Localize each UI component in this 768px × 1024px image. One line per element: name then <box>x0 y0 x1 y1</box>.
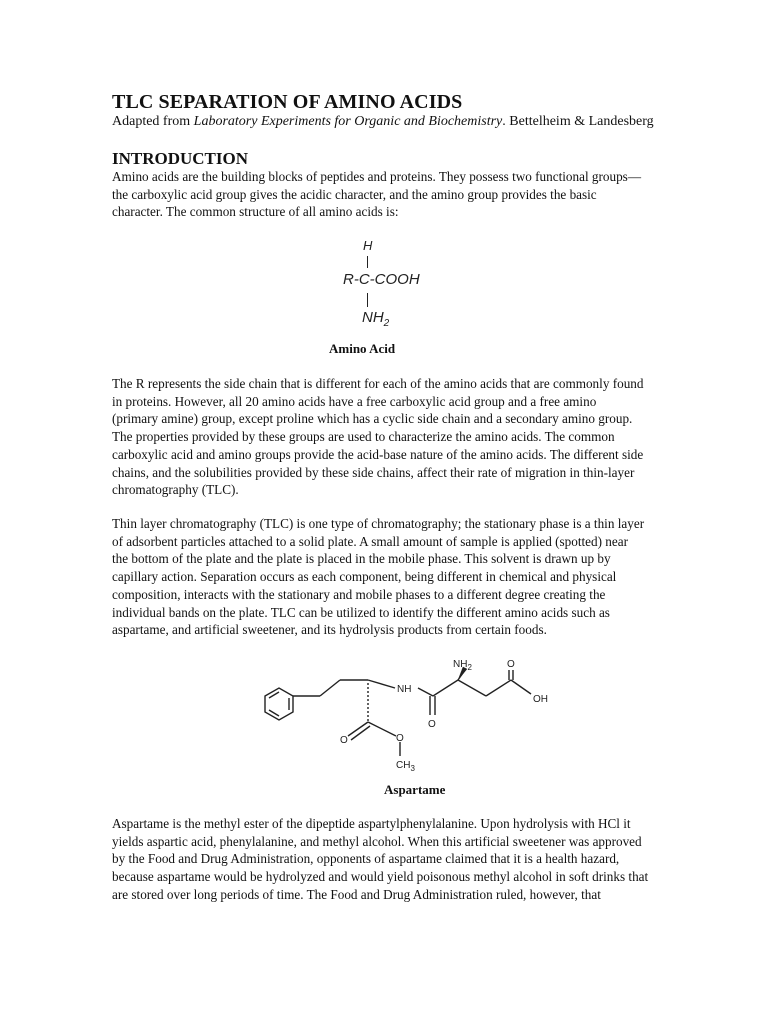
paragraph-line: Thin layer chromatography (TLC) is one type of chromatography; the stationary phase is a thin layer <box>112 516 645 531</box>
paragraph-line: carboxylic acid and amino groups provide the acid-base nature of the amino acids. The different side <box>112 446 644 462</box>
label-subscript: 3 <box>410 764 415 773</box>
formula-bond-top <box>367 256 368 268</box>
tlc-paragraph <box>112 515 644 639</box>
paragraph-line: aspartame, and artificial sweetener, and its hydrolysis products from certain foods. <box>112 622 547 638</box>
paragraph-line: composition, interacts with the stationary and mobile phases to a different degree creating the <box>112 586 606 602</box>
paragraph-line: are stored over long periods of time. The Food and Drug Administration ruled, however, that <box>112 886 601 902</box>
aspartame-caption: Aspartame <box>384 782 446 797</box>
paragraph-line: character. The common structure of all amino acids is: <box>112 204 399 220</box>
ch3-label: $CH_3$ <box>396 760 415 773</box>
formula-hydrogen: H <box>363 238 373 253</box>
oh-label: OH <box>533 694 548 705</box>
bond <box>320 680 340 696</box>
intro-paragraph <box>112 168 641 221</box>
subtitle-authors: . Bettelheim & Landesberg <box>502 114 654 129</box>
paragraph-line: chromatography (TLC). <box>112 482 239 498</box>
paragraph-line: in proteins. However, all 20 amino acids have a free carboxylic acid group and a free amino <box>112 393 597 409</box>
side-chain-paragraph <box>112 375 643 499</box>
aspartame-structure <box>255 650 575 775</box>
formula-bond-bottom <box>367 293 368 307</box>
bond <box>486 680 511 696</box>
paragraph-line: yields aspartic acid, phenylalanine, and methyl alcohol. When this artificial sweetener was approved <box>112 833 642 849</box>
formula-backbone: R-C-COOH <box>343 271 420 288</box>
document-subtitle <box>112 114 654 130</box>
acid-o-label: O <box>507 659 515 670</box>
amide-o-label: O <box>428 719 436 730</box>
paragraph-line: because aspartame would be hydrolyzed and would yield poisonous methyl alcohol in soft drinks that <box>112 869 649 885</box>
aspartame-structure-drawing <box>255 650 575 775</box>
ester-o-label: O <box>396 733 404 744</box>
subtitle-prefix: Adapted from <box>112 114 194 129</box>
paragraph-line: the carboxylic acid group gives the acidic character, and the amino group provides the basic <box>112 186 597 202</box>
bond-from-nh <box>418 688 433 696</box>
label-subscript: 2 <box>467 663 472 672</box>
nh2-label: $NH_2$ <box>453 659 472 672</box>
aspartame-paragraph <box>112 815 648 904</box>
paragraph-line: of adsorbent particles attached to a solid plate. A small amount of sample is applied (spotted) near <box>112 533 628 549</box>
paragraph-line: (primary amine) group, except proline which has a cyclic side chain and a secondary amino group. <box>112 411 633 427</box>
paragraph-line: The properties provided by these groups are used to characterize the amino acids. The common <box>112 429 615 445</box>
bond-to-oh <box>511 680 531 694</box>
amino-acid-general-formula <box>330 236 450 331</box>
formula-amino-text: NH <box>362 309 384 326</box>
nh-label: NH <box>397 684 412 695</box>
bond <box>433 680 458 696</box>
formula-amino-group <box>362 309 389 329</box>
document-title: TLC SEPARATION OF AMINO ACIDS <box>112 91 463 113</box>
paragraph-line: The R represents the side chain that is different for each of the amino acids that are commonly found <box>112 376 644 391</box>
formula-amino-subscript: 2 <box>383 318 390 329</box>
paragraph-line: individual bands on the plate. TLC can be utilized to identify the different amino acids such as <box>112 604 610 620</box>
paragraph-line: the bottom of the plate and the plate is placed in the mobile phase. This solvent is drawn up by <box>112 551 611 567</box>
source-book-title: Laboratory Experiments for Organic and Biochemistry <box>193 114 503 129</box>
paragraph-line: Aspartame is the methyl ester of the dipeptide aspartylphenylalanine. Upon hydrolysis with HCl it <box>112 816 631 831</box>
paragraph-line: by the Food and Drug Administration, opponents of aspartame claimed that it is a health hazard, <box>112 851 620 867</box>
paragraph-line: Amino acids are the building blocks of peptides and proteins. They possess two functional groups— <box>112 169 642 184</box>
ester-carbonyl-o-label: O <box>340 735 348 746</box>
bond <box>458 680 486 696</box>
bond-to-ester-o <box>368 722 396 736</box>
paragraph-line: chains, and the solubilities provided by these side chains, affect their rate of migration in thin-layer <box>112 464 635 480</box>
bond-to-nh <box>368 680 395 688</box>
section-heading-introduction: INTRODUCTION <box>112 149 249 168</box>
amino-acid-caption: Amino Acid <box>329 341 396 356</box>
paragraph-line: capillary action. Separation occurs as each component, being different in chemical and physical <box>112 569 617 585</box>
